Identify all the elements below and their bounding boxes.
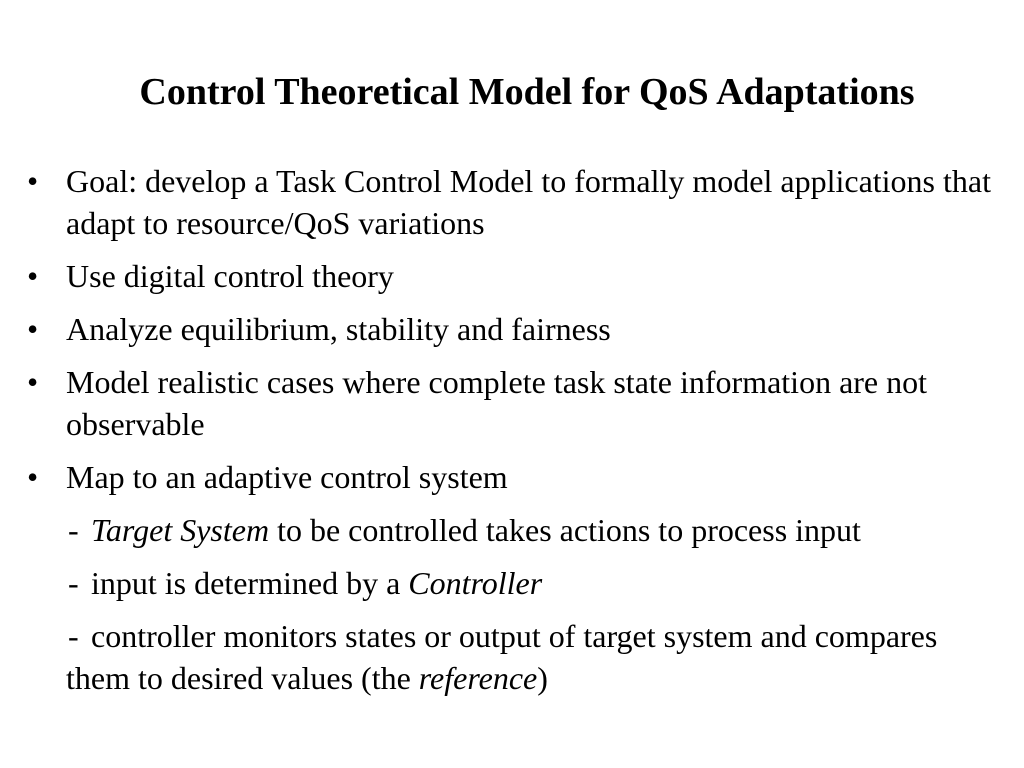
bullet-item (0, 361, 1000, 445)
bullet-text: Use digital control theory (66, 258, 394, 294)
sub-point-target-system (0, 509, 1000, 551)
sub-point-text: controller monitors states or output of target system and compares them to desired values (the (66, 618, 938, 696)
bullet-item (0, 308, 1000, 350)
sub-point-italic: Controller (408, 565, 543, 601)
bullet-item (0, 456, 1000, 498)
bullet-marker: • (27, 163, 39, 199)
sub-point-italic: Target System (91, 512, 270, 548)
bullet-list (0, 160, 1000, 710)
bullet-marker: • (27, 258, 39, 294)
sub-point-text: input is determined by a (91, 565, 409, 601)
bullet-item (0, 255, 1000, 297)
bullet-item (0, 160, 1000, 244)
bullet-text: Analyze equilibrium, stability and fairness (66, 311, 611, 347)
bullet-text: Model realistic cases where complete task state information are not observable (66, 364, 928, 442)
slide-title: Control Theoretical Model for QoS Adaptations (139, 71, 915, 113)
bullet-marker: • (27, 459, 39, 495)
bullet-text: Map to an adaptive control system (66, 459, 508, 495)
sub-point-controller (0, 562, 1000, 604)
bullet-marker: • (27, 364, 39, 400)
sub-point-suffix: ) (537, 660, 548, 696)
sub-point-text: to be controlled takes actions to process input (269, 512, 861, 548)
sub-point-italic: reference (418, 660, 538, 696)
bullet-text: Goal: develop a Task Control Model to formally model applications that adapt to resource/QoS variations (66, 163, 991, 241)
sub-point-dash: - (68, 618, 79, 654)
sub-point-dash: - (68, 565, 79, 601)
bullet-marker: • (27, 311, 39, 347)
sub-point-reference (0, 615, 1000, 699)
sub-point-dash: - (68, 512, 79, 548)
